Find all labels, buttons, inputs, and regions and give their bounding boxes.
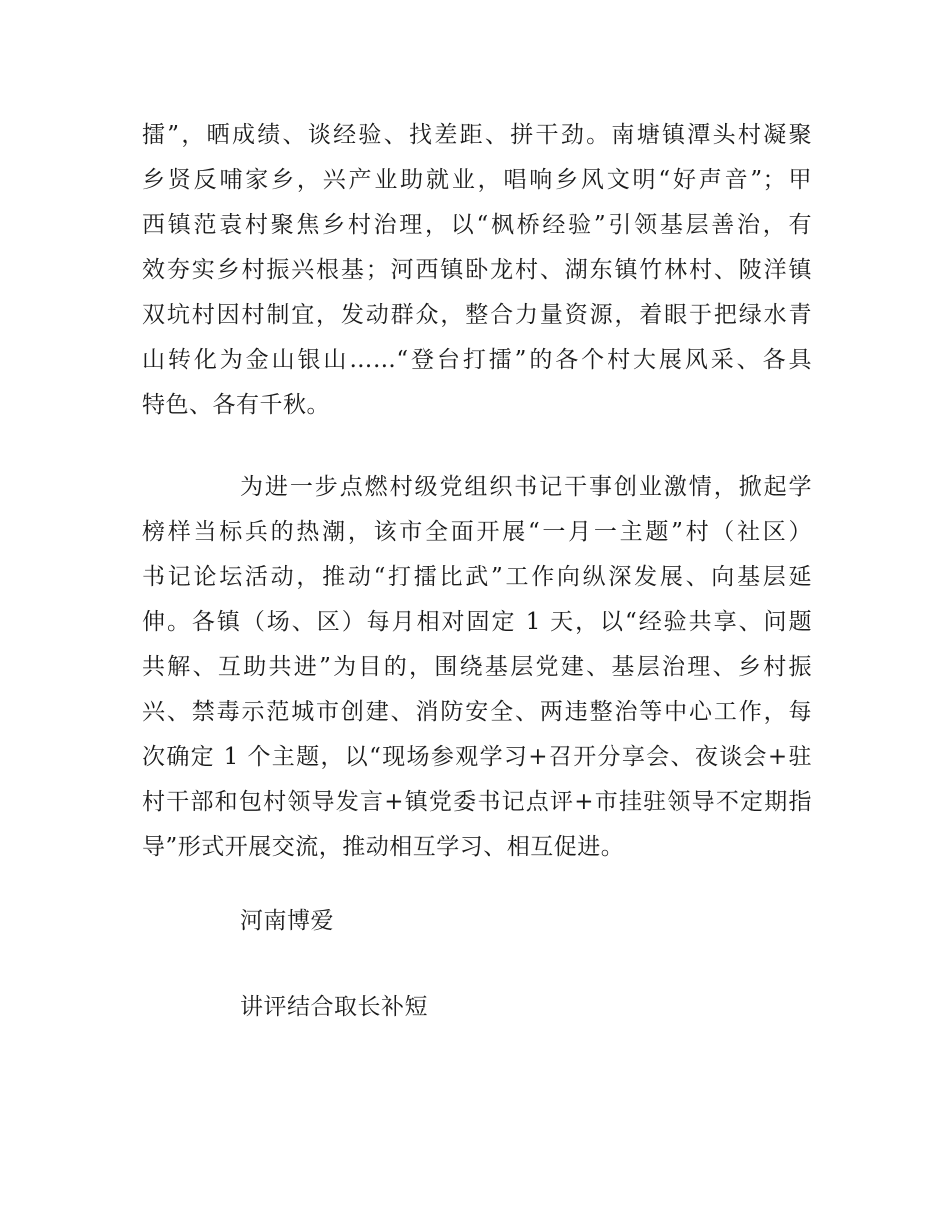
text-line: 伸。各镇（场、区）每月相对固定 1 天，以“经验共享、问题 — [142, 609, 812, 635]
text-line: 山转化为金山银山……“登台打擂”的各个村大展风采、各具 — [142, 347, 812, 373]
text-line: 擂”，晒成绩、谈经验、找差距、拼干劲。南塘镇潭头村凝聚 — [142, 122, 812, 148]
section-subtitle: 讲评结合取长补短 — [240, 994, 428, 1020]
text-line: 西镇范袁村聚焦乡村治理，以“枫桥经验”引领基层善治，有 — [142, 212, 812, 238]
text-line: 次确定 1 个主题，以“现场参观学习+召开分享会、夜谈会+驻 — [142, 744, 812, 770]
text-line: 村干部和包村领导发言+镇党委书记点评+市挂驻领导不定期指 — [142, 789, 812, 815]
text-line: 双坑村因村制宜，发动群众，整合力量资源，着眼于把绿水青 — [142, 302, 812, 328]
text-line: 榜样当标兵的热潮，该市全面开展“一月一主题”村（社区） — [142, 519, 812, 545]
text-line: 导”形式开展交流，推动相互学习、相互促进。 — [142, 834, 625, 860]
text-line: 共解、互助共进”为目的，围绕基层党建、基层治理、乡村振 — [142, 654, 812, 680]
text-line: 特色、各有千秋。 — [142, 392, 330, 418]
section-title: 河南博爱 — [240, 908, 334, 934]
text-line: 为进一步点燃村级党组织书记干事创业激情，掀起学 — [240, 474, 812, 500]
text-line: 书记论坛活动，推动“打擂比武”工作向纵深发展、向基层延 — [142, 564, 812, 590]
text-line: 效夯实乡村振兴根基；河西镇卧龙村、湖东镇竹林村、陂洋镇 — [142, 257, 812, 283]
text-line: 乡贤反哺家乡，兴产业助就业，唱响乡风文明“好声音”；甲 — [142, 167, 812, 193]
text-line: 兴、禁毒示范城市创建、消防安全、两违整治等中心工作，每 — [142, 699, 812, 725]
